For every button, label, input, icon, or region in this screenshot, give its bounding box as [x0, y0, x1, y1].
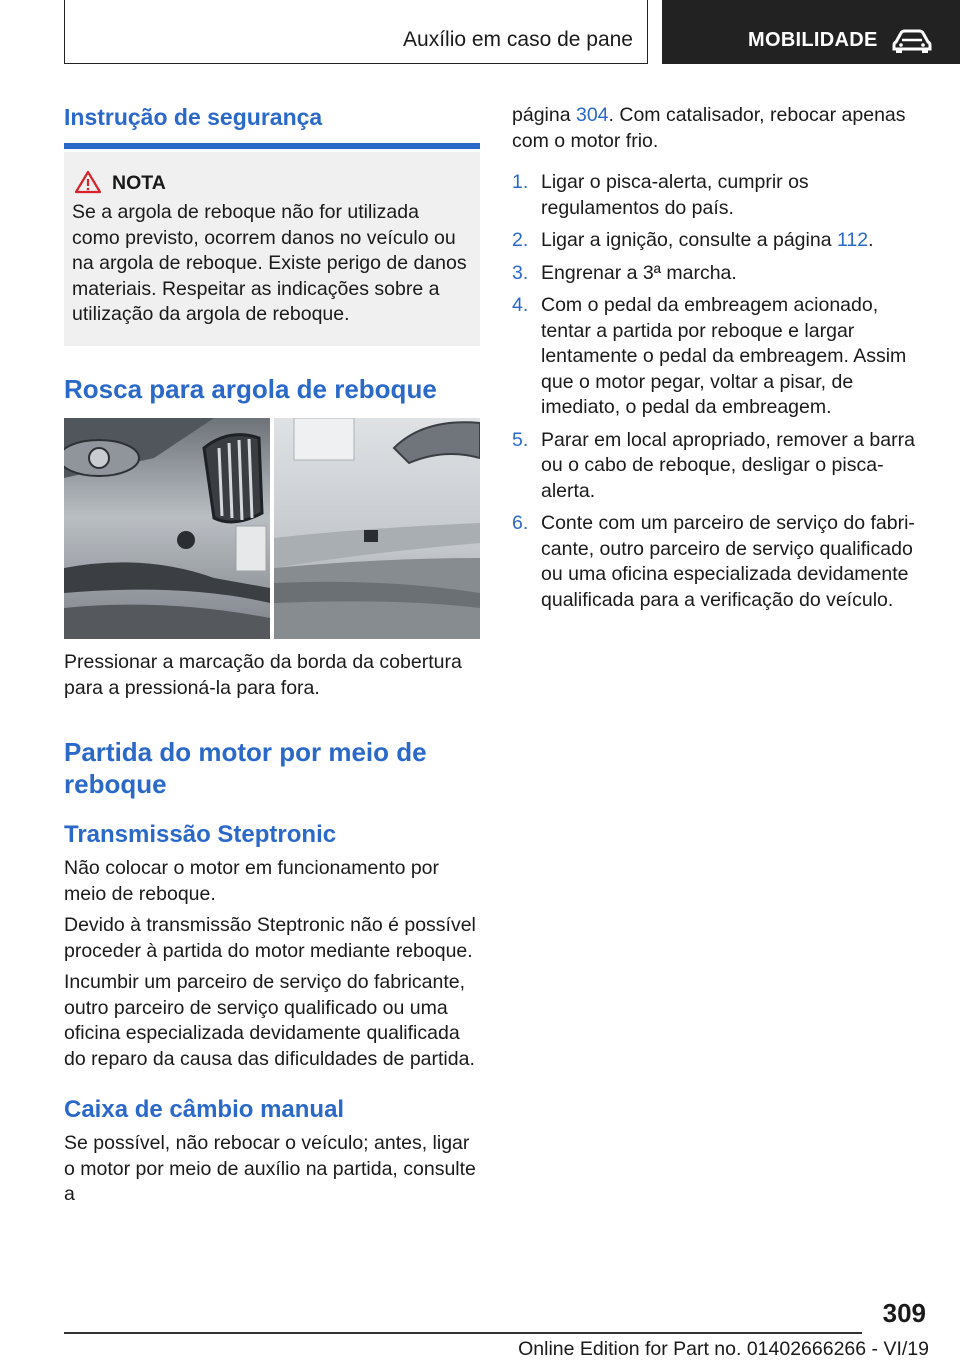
tow-eye-cover-photo: [64, 418, 480, 639]
step-text-end: .: [868, 229, 874, 251]
step-text: Conte com um parceiro de serviço do fabricante, outro parceiro de serviço qualificado ou uma oficina especializada devidamente qualificada para a verificação do veículo.: [541, 512, 915, 611]
heading-tow-start: Partida do motor por meio de reboque: [64, 737, 427, 799]
step-text: Parar em local apropriado, remover a barra ou o cabo de reboque, desligar o pisca-alerta.: [541, 428, 915, 502]
note-title: NOTA: [112, 172, 166, 194]
step-text: Ligar a ignição, consulte a página: [541, 229, 837, 251]
step-text: Ligar o pisca-alerta, cumprir os regulamentos do país.: [541, 171, 809, 219]
paragraph-steptronic-2: Devido à transmissão Steptronic não é possível proceder à partida do motor mediante reboque.: [64, 914, 476, 962]
step-text: Com o pedal da embreagem acionado, tentar a partida por reboque e largar lentamente o pedal da embreagem. Assim que o motor pegar, voltar a pisar, de imediato, o pedal da embreagem.: [541, 294, 907, 418]
step-number: 5.: [512, 428, 529, 451]
page-link-304[interactable]: 304: [575, 104, 609, 126]
step-item: [512, 170, 928, 221]
note-text: Se a argola de reboque não for utilizada como previsto, ocorrem danos no veículo ou na argola de reboque. Existe perigo de danos materiais. Respeitar as indicações sobre a utilização da argola de reboque.: [72, 201, 467, 325]
edition-footer: Online Edition for Part no. 01402666266 - VI/19: [518, 1338, 929, 1360]
photo-caption: Pressionar a marcação da borda da cobertura para a pressioná-la para fora.: [64, 651, 462, 699]
heading-manual-gearbox: Caixa de câmbio manual: [64, 1096, 345, 1123]
step-item: [512, 428, 928, 505]
section-label: MOBILIDADE: [748, 29, 878, 51]
heading-safety: Instrução de segurança: [64, 104, 323, 130]
step-item: [512, 228, 928, 254]
header-title-box: [64, 0, 648, 64]
paragraph-continued: [512, 103, 928, 154]
step-item: [512, 261, 928, 287]
step-number: 2.: [512, 229, 529, 251]
step-number: 1.: [512, 171, 529, 193]
step-text: Engrenar a 3ª marcha.: [541, 261, 737, 284]
heading-steptronic: Transmissão Steptronic: [64, 821, 337, 848]
heading-rule: [64, 143, 480, 149]
heading-tow-thread: Rosca para argola de reboque: [64, 374, 437, 404]
page-number: 309: [882, 1298, 926, 1328]
continued-text-b: . Com catalisador, rebocar apenas com o motor frio.: [512, 104, 906, 152]
car-icon: [892, 28, 932, 54]
warning-icon: [74, 170, 102, 194]
step-item: [512, 293, 928, 421]
tow-start-steps: [512, 170, 928, 620]
continued-text-a: página: [512, 104, 576, 126]
chapter-title: Auxílio em caso de pane: [403, 28, 633, 51]
paragraph-steptronic-1: Não colocar o motor em funcionamento por meio de reboque.: [64, 857, 440, 905]
page-link-112[interactable]: 112: [836, 229, 869, 251]
step-number: 4.: [512, 294, 529, 316]
paragraph-steptronic-3: Incumbir um parceiro de serviço do fabricante, outro parceiro de serviço qualificado ou uma oficina especializada devidamente qualificada do reparo da causa das dificuldades de partida.: [64, 971, 475, 1070]
step-number: 6.: [512, 512, 529, 534]
step-item: [512, 511, 928, 613]
paragraph-manual: Se possível, não rebocar o veículo; antes, ligar o motor por meio de auxílio na partida, consulte a: [64, 1132, 476, 1205]
step-number: 3.: [512, 261, 529, 284]
note-box: [64, 152, 480, 346]
footer-divider: [64, 1332, 862, 1334]
header-section-box: [662, 0, 960, 64]
